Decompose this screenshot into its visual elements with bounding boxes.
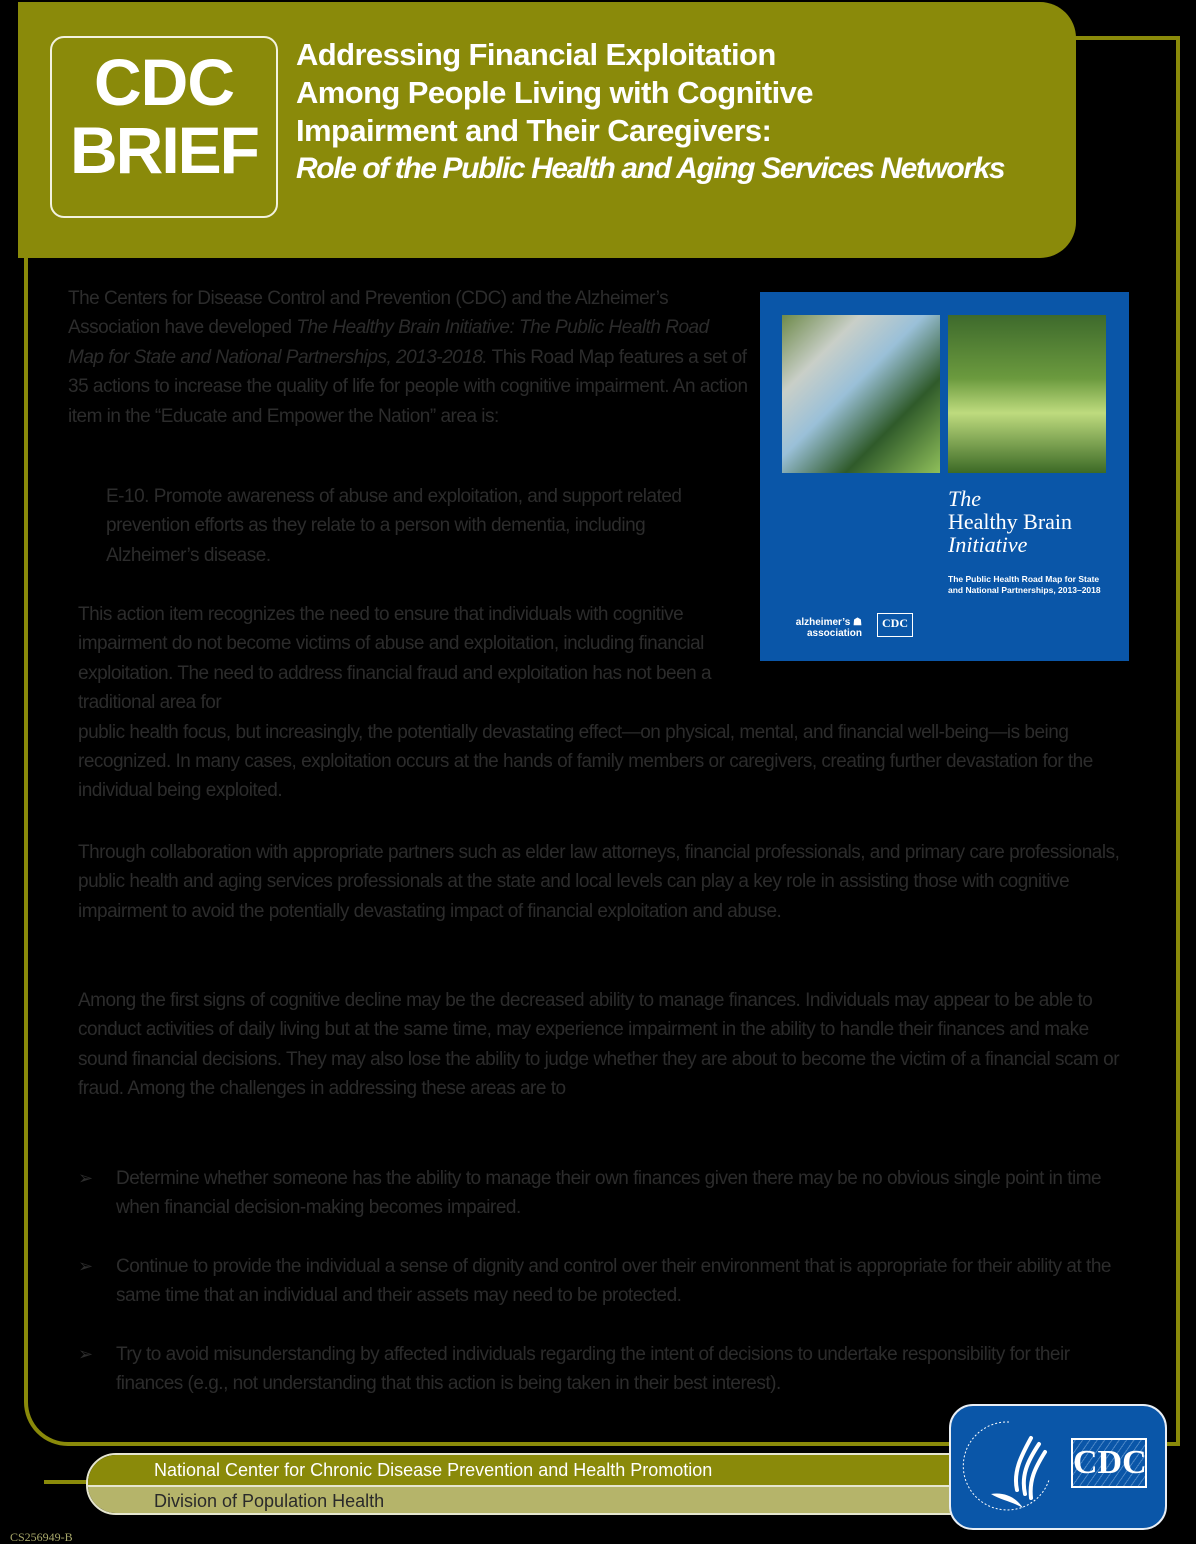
cover-title-initiative: Initiative [948,532,1028,557]
road-map-title: The Healthy Brain Initiative: The Public Health Road Map for State and National Partnerships, 2013-2018. [68,317,709,368]
page-title [296,36,1056,188]
list-item [78,1164,1138,1223]
list-item-text: Continue to provide the individual a sense of dignity and control over their environment that is appropriate for their ability at the same time that an individual and their assets may need to be protected. [116,1255,1111,1307]
title-line-2: Among People Living with Cognitive [296,75,813,110]
list-item [78,1252,1138,1311]
cover-subtitle [948,574,1101,596]
document-id: CS256949-B [10,1530,73,1544]
footer-center-name: National Center for Chronic Disease Prevention and Health Promotion [88,1455,964,1487]
paragraph-text: Through collaboration with appropriate partners such as elder law attorneys, financial professionals, and primary care professionals, public health and aging services professionals at the state and local levels can play a key role in assisting those with cognitive impairment to avoid the potentially devastating impact of financial exploitation and abuse. [78,842,1120,922]
cover-title-the: The [948,486,981,511]
alz-logo-line-2: association [806,628,862,639]
cdc-logo-icon: CDC [1071,1438,1147,1488]
badge-line-cdc: CDC [94,45,234,119]
quote-text: E-10. Promote awareness of abuse and exploitation, and support related prevention efforts as they relate to a person with dementia, including Alzheimer’s disease. [106,486,682,566]
paragraph-text-narrow: This action item recognizes the need to ensure that individuals with cognitive impairment do not become victims of abuse and exploitation, including financial exploitation. The need to address financial fraud and exploitation has not been a traditional area for [78,604,712,714]
alz-logo-line-1: alzheimer’s ☗ [795,617,862,628]
paragraph-text-wide: public health focus, but increasingly, the potentially devastating effect—on physical, mental, and financial well-being—is being recognized. In many cases, exploitation occurs at the hands of family members or caregivers, creating further devastation for the individual being exploited. [78,721,1093,802]
cover-subtitle-line-1: The Public Health Road Map for State [948,574,1100,584]
cover-title [948,487,1072,556]
paragraph-text: Among the first signs of cognitive decline may be the decreased ability to manage finances. Individuals may appear to be able to conduct activities of daily living but at the same time, may experience impairment in the ability to handle their finances and make sound financial decisions. They may also lose the ability to judge whether they are about to become the victim of a financial scam or fraud. Among the challenges in addressing these areas are to [78,990,1120,1100]
intro-paragraph [68,284,748,431]
cdc-brief-badge [50,36,278,218]
cover-cdc-logo: CDC [877,613,913,637]
paragraph-cognitive-decline [78,986,1138,1104]
footer-band [86,1453,966,1515]
paragraph-collaboration [78,838,1138,926]
list-item-text: Try to avoid misunderstanding by affected individuals regarding the intent of decisions to undertake responsibility for their finances (e.g., not understanding that this action is being taken in their best interest). [116,1343,1070,1395]
arrow-bullet-icon: ➢ [78,1168,93,1188]
cover-title-main: Healthy Brain [948,509,1073,534]
header-banner [18,2,1076,258]
title-line-3: Impairment and Their Caregivers: [296,113,772,148]
hhs-cdc-logo [949,1404,1167,1530]
photo-park-trees [948,315,1106,473]
badge-line-brief: BRIEF [70,113,258,187]
cover-subtitle-line-2: and National Partnerships, 2013–2018 [948,585,1101,595]
paragraph-action-item [78,600,1138,806]
footer-connector-line [44,1480,88,1484]
hhs-eagle-icon [961,1416,1057,1520]
page-edge [512,1544,1196,1553]
intro-text-after: This Road Map features a set of 35 actions to increase the quality of life for people with cognitive impairment. An action item in the “Educate and Empower the Nation” area is: [68,346,748,427]
photo-grandfather-and-boy [782,315,940,473]
challenges-list [78,1164,1138,1427]
list-item [78,1340,1138,1399]
list-item-text: Determine whether someone has the ability to manage their own finances given there may be no obvious single point in time when financial decision-making becomes impaired. [116,1168,1102,1219]
intro-text: The Centers for Disease Control and Prevention (CDC) and the Alzheimer’s Association have developed [68,288,669,339]
action-item-quote [106,482,726,570]
page-subtitle: Role of the Public Health and Aging Services Networks [296,152,1005,185]
footer-division-name: Division of Population Health [88,1487,964,1515]
arrow-bullet-icon: ➢ [78,1255,93,1276]
title-line-1: Addressing Financial Exploitation [296,37,776,72]
arrow-bullet-icon: ➢ [78,1343,93,1364]
